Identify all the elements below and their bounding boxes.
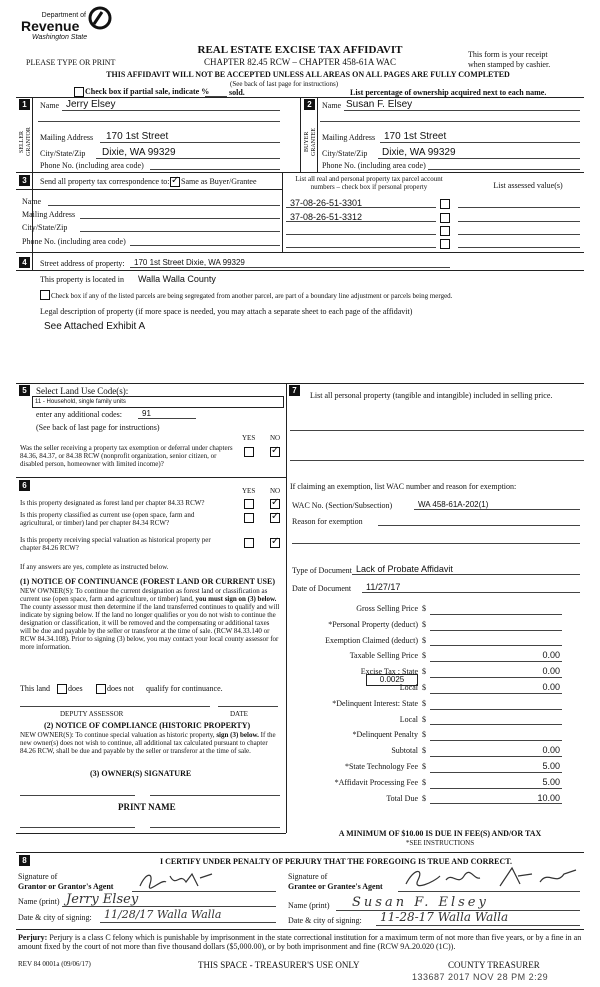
seller-mailing-label: Mailing Address bbox=[40, 133, 94, 142]
tax-row-value[interactable]: 5.00 bbox=[542, 776, 560, 787]
parcel-1[interactable]: 37-08-26-51-3301 bbox=[290, 198, 363, 208]
tax-row bbox=[290, 618, 580, 634]
buyer-name-value[interactable]: Susan F. Elsey bbox=[346, 99, 413, 110]
notice-continuance-body: NEW OWNER(S): To continue the current designation as forest land or classification as current use (open space, farm and agriculture, or timber) land, you must sign on (3) below. The county assessor must then determine if the land transferred continues to qualify and will indicate by signing below. If the land no longer qualifies or you do not wish to continue the designation or classification, it will be removed and the compensating or additional taxes will be due and payable by the seller or transferor at the time of sale. (RCW 84.33.140 or RCW 84.34.108). Prior to signing (3) below, you may contact your local county assessor for more information. bbox=[20, 587, 280, 651]
tax-row bbox=[290, 760, 580, 776]
s5-no-header: NO bbox=[270, 434, 281, 442]
seller-name-label: Name bbox=[40, 101, 60, 110]
s3-mailing-label: Mailing Address bbox=[22, 210, 76, 219]
buyer-side-label: BUYER GRANTEE bbox=[304, 128, 317, 156]
q2-yes-checkbox[interactable] bbox=[244, 513, 254, 523]
date-label: DATE bbox=[230, 710, 248, 718]
treasurer-use-only: THIS SPACE - TREASURER'S USE ONLY bbox=[198, 960, 360, 970]
dept-line1: Department of bbox=[41, 12, 86, 19]
seller-name-value[interactable]: Jerry Elsey bbox=[66, 99, 116, 110]
q3-yes-checkbox[interactable] bbox=[244, 538, 254, 548]
seller-phone-label: Phone No. (including area code) bbox=[40, 161, 144, 170]
s5-see-back: (See back of last page for instructions) bbox=[36, 423, 160, 432]
claim-exemption-label: If claiming an exemption, list WAC number and reason for exemption: bbox=[290, 482, 517, 491]
tax-row-dollar: $ bbox=[422, 604, 426, 613]
print-name-label: PRINT NAME bbox=[118, 802, 176, 812]
doc-type-label: Type of Document bbox=[292, 566, 352, 575]
section-number-7: 7 bbox=[289, 385, 300, 396]
treasurer-stamp: 133687 2017 NOV 28 PM 2:29 bbox=[412, 972, 549, 982]
tax-row-label: Subtotal bbox=[391, 746, 418, 756]
grantee-signature[interactable] bbox=[400, 864, 580, 892]
partial-sale-label: Check box if partial sale, indicate % bbox=[85, 87, 210, 96]
dor-logo bbox=[88, 6, 112, 30]
additional-codes-label: enter any additional codes: bbox=[36, 410, 122, 419]
segregated-checkbox[interactable] bbox=[40, 290, 50, 300]
section-number-5: 5 bbox=[19, 385, 30, 396]
seller-city-value[interactable]: Dixie, WA 99329 bbox=[102, 147, 176, 158]
tax-table bbox=[290, 602, 580, 812]
tax-row-dollar: $ bbox=[422, 762, 426, 771]
tax-row-label: *Personal Property (deduct) bbox=[328, 619, 418, 629]
legal-value[interactable]: See Attached Exhibit A bbox=[44, 321, 146, 332]
does-not-label: does not bbox=[107, 684, 134, 693]
local-rate-box[interactable]: 0.0025 bbox=[366, 674, 418, 686]
parcel-header: List all real and personal property tax parcel account numbers – check box if personal property bbox=[295, 175, 443, 191]
grantee-print-label: Name (print) bbox=[288, 901, 330, 910]
pct-ownership: List percentage of ownership acquired next to each name. bbox=[350, 88, 547, 97]
grantee-date-value[interactable]: 11-28-17 Walla Walla bbox=[380, 910, 509, 924]
buyer-mailing-value[interactable]: 170 1st Street bbox=[384, 131, 447, 142]
dept-name: Revenue bbox=[21, 18, 80, 34]
q1-no-checkbox[interactable] bbox=[270, 499, 280, 509]
tax-row-label: *Delinquent Interest: State bbox=[332, 698, 418, 708]
minimum-note: A MINIMUM OF $10.00 IS DUE IN FEE(S) AND/OR TAX bbox=[338, 829, 542, 838]
notice-continuance-title: (1) NOTICE OF CONTINUANCE (FOREST LAND OR CURRENT USE) bbox=[20, 577, 275, 586]
seller-mailing-value[interactable]: 170 1st Street bbox=[106, 131, 169, 142]
sold-label: sold. bbox=[229, 88, 245, 97]
wac-value[interactable]: WA 458-61A-202(1) bbox=[418, 500, 489, 509]
partial-sale-checkbox[interactable] bbox=[74, 87, 84, 97]
exemption-question: Was the seller receiving a property tax exemption or deferral under chapters 84.36, 84.37, or 84.38 RCW (nonprofit organization, senior citizen, or disabled person, homeowner with limited income)? bbox=[20, 444, 233, 468]
s6-yes-header: YES bbox=[242, 487, 256, 495]
receipt-line1: This form is your receipt bbox=[468, 50, 548, 59]
tax-row-dollar: $ bbox=[422, 651, 426, 661]
s5-yes-header: YES bbox=[242, 434, 256, 442]
doc-date-value[interactable]: 11/27/17 bbox=[366, 582, 401, 592]
s3-name-label: Name bbox=[22, 197, 42, 206]
tax-row bbox=[290, 681, 580, 697]
does-checkbox[interactable] bbox=[57, 684, 67, 694]
notice-compliance-title: (2) NOTICE OF COMPLIANCE (HISTORIC PROPERTY) bbox=[44, 721, 251, 730]
owner-signature-label: (3) OWNER(S) SIGNATURE bbox=[90, 769, 192, 778]
tax-row-value[interactable]: 0.00 bbox=[542, 666, 560, 677]
grantee-date-label: Date & city of signing: bbox=[288, 916, 362, 925]
form-title: REAL ESTATE EXCISE TAX AFFIDAVIT bbox=[197, 44, 403, 56]
parcel-4[interactable] bbox=[286, 247, 436, 248]
tax-row bbox=[290, 697, 580, 713]
tax-row bbox=[290, 744, 580, 760]
parcel-2-personal-checkbox[interactable] bbox=[440, 213, 450, 223]
q2-no-checkbox[interactable] bbox=[270, 513, 280, 523]
q-historical: Is this property receiving special valuation as historical property per chapter 84.26 RCW? bbox=[20, 536, 211, 552]
grantor-sig-label-2: Grantor or Grantor's Agent bbox=[18, 882, 114, 891]
segregated-text: Check box if any of the listed parcels are being segregated from another parcel, are part of a boundary line adjustment or parcels being merged. bbox=[51, 292, 453, 300]
located-label: This property is located in bbox=[40, 275, 124, 284]
assessed-header: List assessed value(s) bbox=[493, 181, 563, 190]
tax-row-dollar: $ bbox=[422, 746, 426, 756]
does-not-checkbox[interactable] bbox=[96, 684, 106, 694]
grantee-sig-label-1: Signature of bbox=[288, 872, 328, 881]
tax-row-dollar: $ bbox=[422, 683, 426, 692]
section-number-3: 3 bbox=[19, 175, 30, 186]
s5-yes-checkbox[interactable] bbox=[244, 447, 254, 457]
tax-row bbox=[290, 728, 580, 744]
tax-row-value[interactable]: 0.00 bbox=[542, 650, 560, 661]
tax-row-label: Excise Tax : State bbox=[360, 667, 418, 677]
reason-label: Reason for exemption bbox=[292, 517, 363, 526]
s6-no-header: NO bbox=[270, 487, 281, 495]
tax-row-label: Exemption Claimed (deduct) bbox=[325, 635, 418, 645]
tax-row-label: *State Technology Fee bbox=[344, 762, 418, 771]
doc-type-value[interactable]: Lack of Probate Affidavit bbox=[356, 564, 453, 574]
tax-row-label: Local bbox=[399, 714, 418, 724]
tax-row bbox=[290, 713, 580, 729]
grantee-sig-label-2: Grantee or Grantee's Agent bbox=[288, 882, 383, 891]
grantee-print-value[interactable]: Susan F. Elsey bbox=[352, 895, 489, 910]
tax-row-value[interactable]: 0.00 bbox=[542, 745, 560, 756]
tax-row bbox=[290, 792, 580, 808]
wac-label: WAC No. (Section/Subsection) bbox=[292, 501, 393, 510]
located-value[interactable]: Walla Walla County bbox=[138, 274, 216, 284]
tax-row-dollar: $ bbox=[422, 698, 426, 708]
s3-phone-label: Phone No. (including area code) bbox=[22, 237, 126, 246]
section-number-8: 8 bbox=[19, 855, 30, 866]
grantor-sig-label-1: Signature of bbox=[18, 872, 58, 881]
section-number-1: 1 bbox=[19, 99, 30, 110]
form-revision: REV 84 0001a (09/06/17) bbox=[18, 960, 91, 968]
doc-date-label: Date of Document bbox=[292, 584, 352, 593]
legal-label: Legal description of property (if more space is needed, you may attach a separate sheet to each page of the affidavit) bbox=[40, 307, 413, 316]
s5-no-checkbox[interactable] bbox=[270, 447, 280, 457]
perjury-notice: Perjury: Perjury is a class C felony which is punishable by imprisonment in the state correctional institution for a maximum term of not more than five years, or by a fine in an amount fixed by the court of not more than five thousand dollars ($5,000.00), or by both imprisonment and fine (RCW 9A.20.020 (1C)). bbox=[18, 933, 582, 951]
select-land-use-label: Select Land Use Code(s): bbox=[36, 386, 129, 396]
q3-no-checkbox[interactable] bbox=[270, 538, 280, 548]
tax-row bbox=[290, 665, 580, 681]
tax-row-label: *Affidavit Processing Fee bbox=[334, 777, 418, 787]
county-treasurer-label: COUNTY TREASURER bbox=[448, 960, 540, 970]
additional-codes-value[interactable]: 91 bbox=[142, 409, 151, 418]
section-number-4: 4 bbox=[19, 257, 30, 268]
tax-row-dollar: $ bbox=[422, 777, 426, 787]
section-number-6: 6 bbox=[19, 480, 30, 491]
see-instructions-note: *SEE INSTRUCTIONS bbox=[405, 839, 475, 847]
q-current-use: Is this property classified as current use (open space, farm and agricultural, or timber) land per chapter 84.34 RCW? bbox=[20, 511, 195, 527]
tax-row bbox=[290, 634, 580, 650]
warning: THIS AFFIDAVIT WILL NOT BE ACCEPTED UNLESS ALL AREAS ON ALL PAGES ARE FULLY COMPLETED bbox=[106, 70, 510, 79]
tax-row-dollar: $ bbox=[422, 793, 426, 803]
street-label: Street address of property: bbox=[40, 259, 125, 268]
tax-row-label: *Delinquent Penalty bbox=[352, 730, 418, 740]
tax-row-label: Local bbox=[399, 683, 418, 692]
tax-row-label: Gross Selling Price bbox=[356, 604, 418, 613]
buyer-mailing-label: Mailing Address bbox=[322, 133, 376, 142]
tax-row bbox=[290, 602, 580, 618]
notice-compliance-body: NEW OWNER(S): To continue special valuation as historic property, sign (3) below. If the new owner(s) does not wish to continue, all additional tax calculated pursuant to chapter 84.26 RCW, shall be due and payable by the seller or transferor at the time of sale. bbox=[20, 731, 276, 755]
parcel-2[interactable]: 37-08-26-51-3312 bbox=[290, 212, 363, 222]
buyer-city-label: City/State/Zip bbox=[322, 149, 368, 158]
tax-row-value[interactable]: 5.00 bbox=[542, 761, 560, 771]
tax-row-dollar: $ bbox=[422, 714, 426, 724]
parcel-1-personal-checkbox[interactable] bbox=[440, 199, 450, 209]
this-land-label: This land bbox=[20, 684, 50, 693]
section-number-2: 2 bbox=[304, 99, 315, 110]
owner-signature-line-2[interactable] bbox=[150, 795, 280, 796]
qualify-label: qualify for continuance. bbox=[146, 684, 223, 693]
buyer-city-value[interactable]: Dixie, WA 99329 bbox=[382, 147, 456, 158]
seller-city-label: City/State/Zip bbox=[40, 149, 86, 158]
parcel-4-personal-checkbox[interactable] bbox=[440, 239, 450, 249]
q1-yes-checkbox[interactable] bbox=[244, 499, 254, 509]
tax-row-value[interactable]: 10.00 bbox=[537, 792, 560, 803]
grantor-print-label: Name (print) bbox=[18, 897, 60, 906]
please-type: PLEASE TYPE OR PRINT bbox=[26, 58, 116, 67]
seller-side-label: SELLER GRANTOR bbox=[19, 127, 32, 157]
tax-row bbox=[290, 649, 580, 665]
grantor-date-label: Date & city of signing: bbox=[18, 913, 92, 922]
same-as-buyer-checkbox[interactable] bbox=[170, 177, 180, 187]
receipt-line2: when stamped by cashier. bbox=[468, 60, 551, 69]
grantor-print-value[interactable]: Jerry Elsey bbox=[66, 892, 139, 907]
land-use-select[interactable]: 11 - Household, single family units bbox=[32, 396, 284, 408]
street-value[interactable]: 170 1st Street Dixie, WA 99329 bbox=[134, 258, 245, 267]
owner-signature-line-1[interactable] bbox=[20, 795, 135, 796]
tax-row-dollar: $ bbox=[422, 635, 426, 645]
does-label: does bbox=[68, 684, 83, 693]
grantor-date-value[interactable]: 11/28/17 Walla Walla bbox=[104, 908, 222, 921]
tax-row-dollar: $ bbox=[422, 730, 426, 740]
same-as-buyer-label: Same as Buyer/Grantee bbox=[181, 177, 257, 186]
send-correspondence-label: Send all property tax correspondence to: bbox=[40, 177, 170, 186]
tax-row bbox=[290, 776, 580, 792]
grantor-signature[interactable] bbox=[136, 868, 216, 892]
parcel-3-personal-checkbox[interactable] bbox=[440, 226, 450, 236]
tax-row-value[interactable]: 0.00 bbox=[542, 682, 560, 692]
parcel-3[interactable] bbox=[286, 234, 436, 235]
tax-row-dollar: $ bbox=[422, 619, 426, 629]
see-back: (See back of last page for instructions) bbox=[230, 80, 339, 88]
dept-line3: Washington State bbox=[32, 34, 88, 41]
buyer-name-label: Name bbox=[322, 101, 342, 110]
tax-row-label: Total Due bbox=[386, 793, 418, 803]
tax-row-label: Taxable Selling Price bbox=[349, 651, 418, 661]
tax-row-dollar: $ bbox=[422, 667, 426, 677]
personal-property-label: List all personal property (tangible and intangible) included in selling price. bbox=[310, 391, 553, 400]
q-forest-land: Is this property designated as forest land per chapter 84.33 RCW? bbox=[20, 499, 205, 507]
if-yes-note: If any answers are yes, complete as instructed below. bbox=[20, 563, 169, 571]
deputy-assessor-label: DEPUTY ASSESSOR bbox=[60, 710, 124, 718]
s3-city-label: City/State/Zip bbox=[22, 223, 68, 232]
buyer-phone-label: Phone No. (including area code) bbox=[322, 161, 426, 170]
certify-statement: I CERTIFY UNDER PENALTY OF PERJURY THAT THE FOREGOING IS TRUE AND CORRECT. bbox=[159, 857, 512, 866]
form-subtitle: CHAPTER 82.45 RCW – CHAPTER 458-61A WAC bbox=[204, 57, 396, 67]
